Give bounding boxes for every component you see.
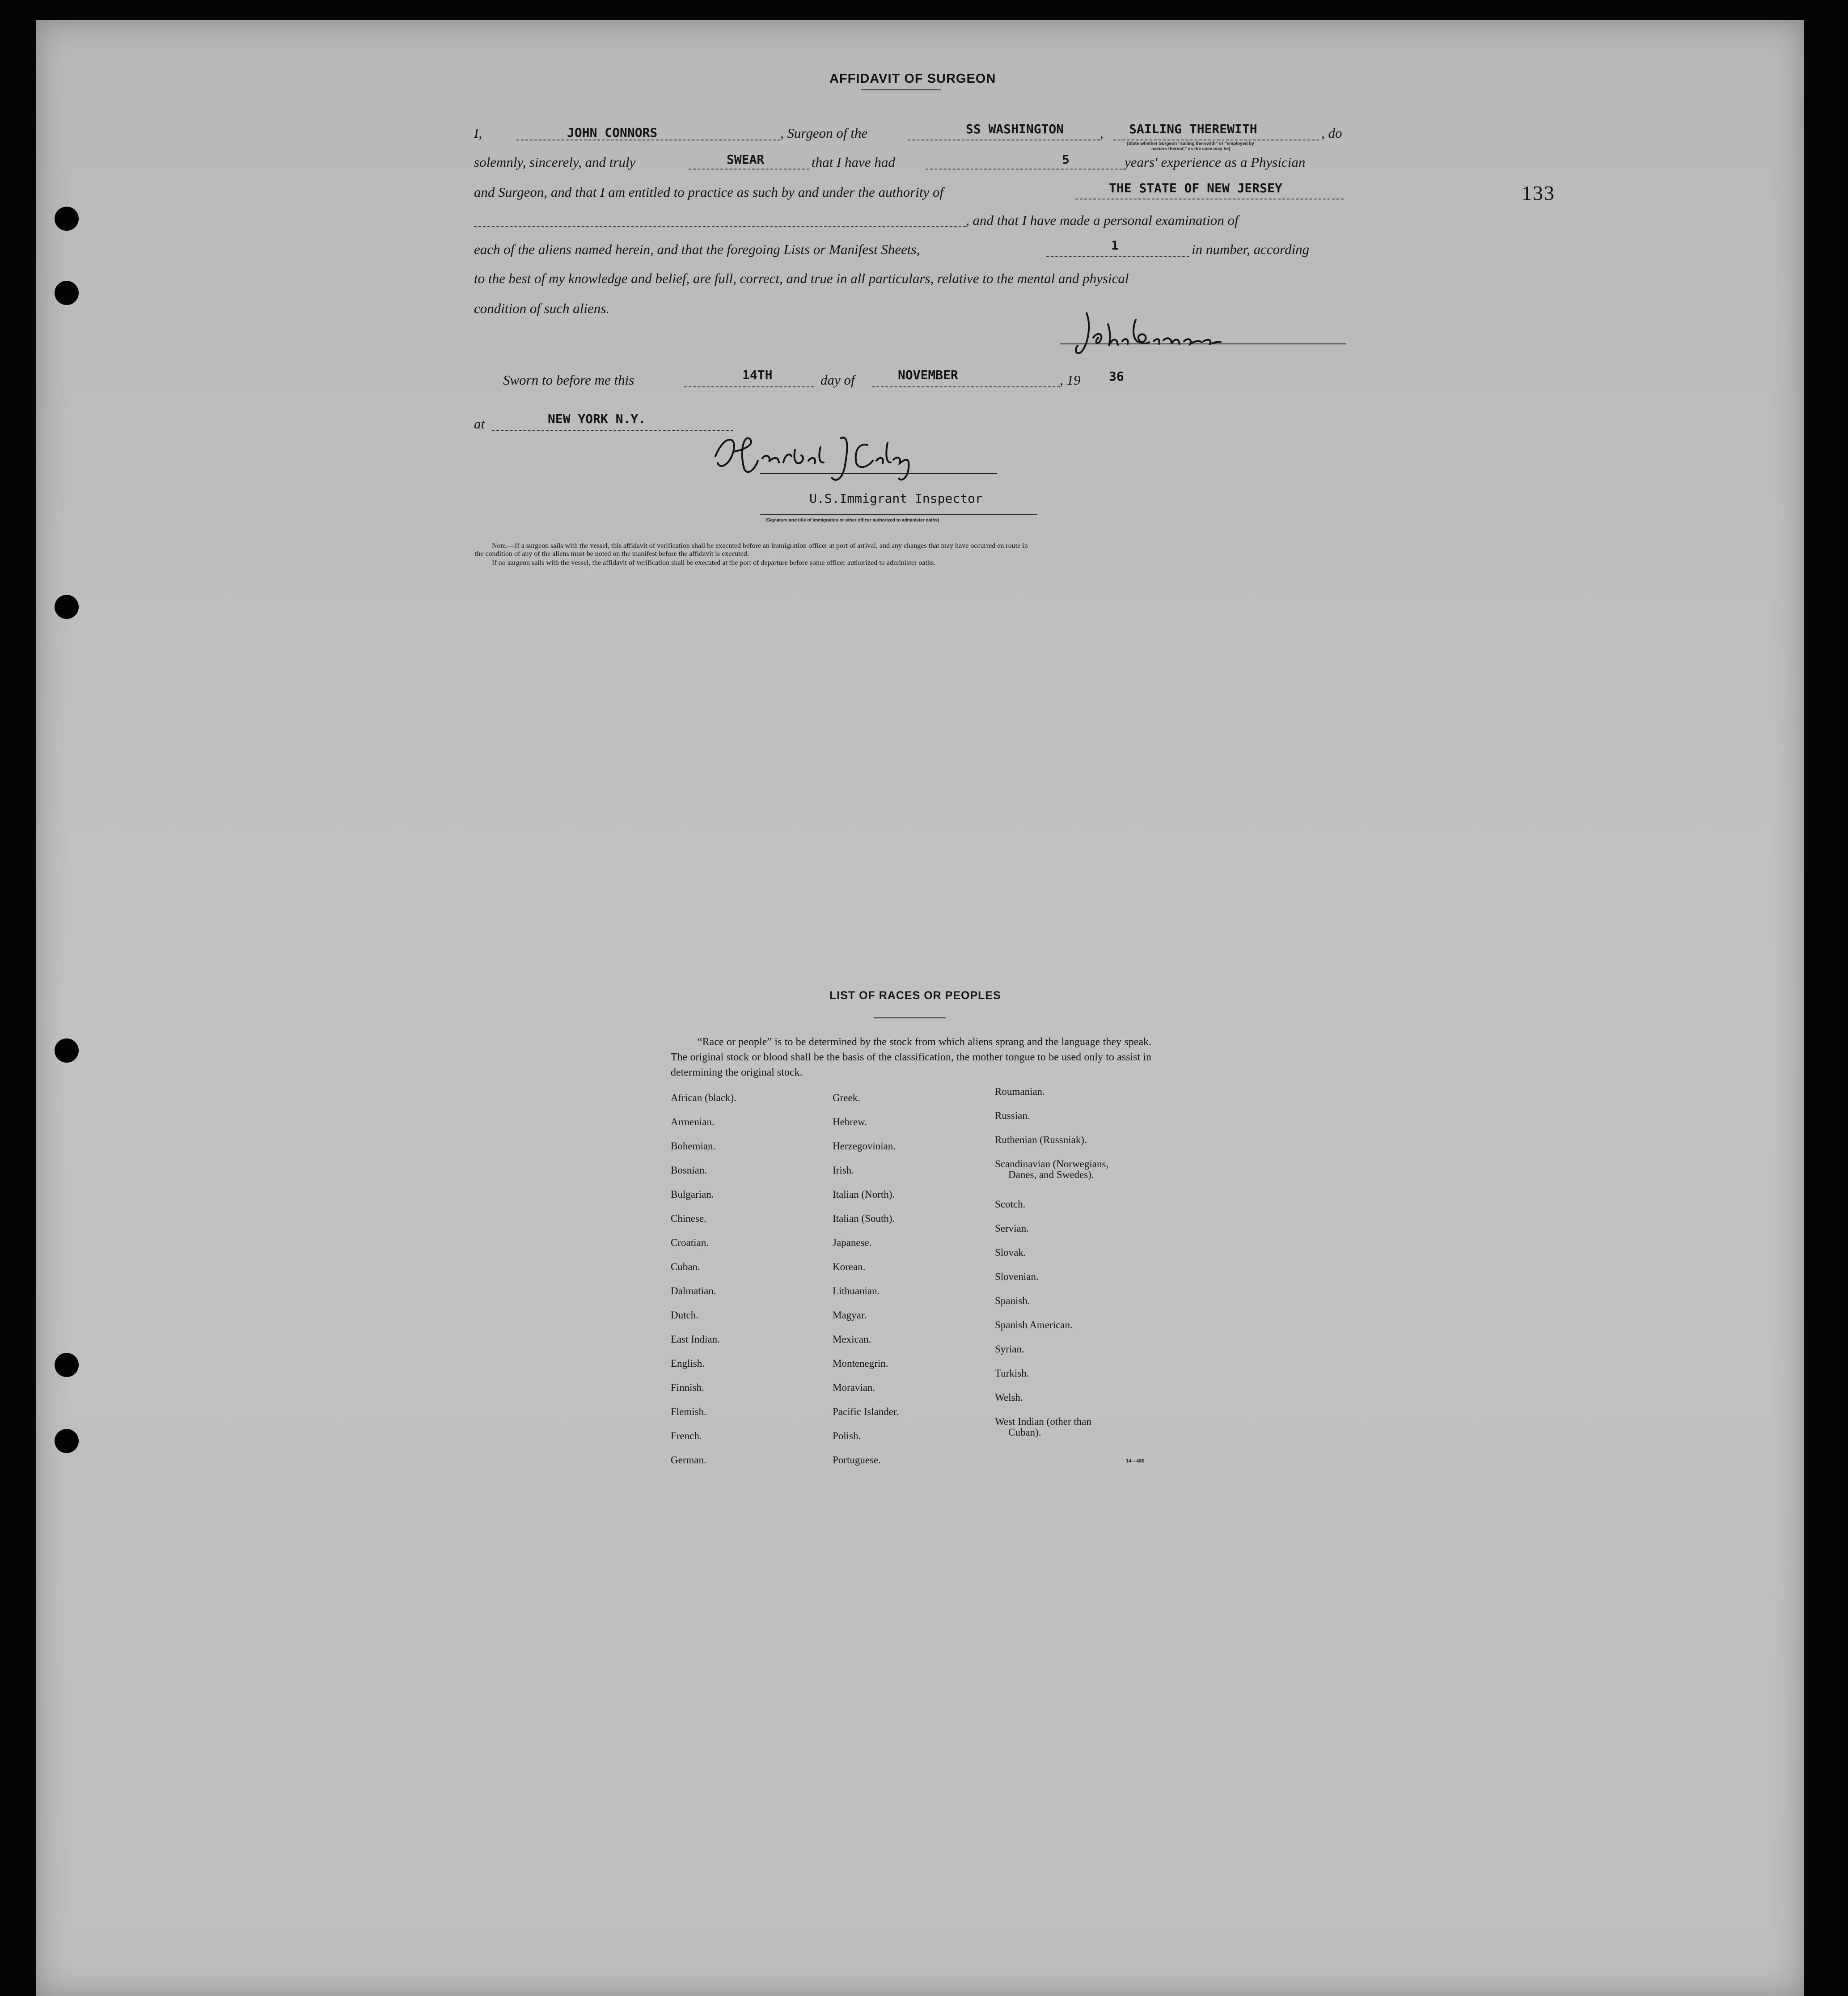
binder-hole bbox=[55, 1429, 79, 1453]
sworn-label: Sworn to before me this bbox=[503, 372, 634, 388]
binder-hole bbox=[55, 1038, 79, 1063]
sworn-day-line bbox=[684, 386, 814, 387]
race-item: Magyar. bbox=[833, 1309, 867, 1321]
race-item-west-indian-cont: Cuban). bbox=[1008, 1427, 1041, 1438]
authority-continuation-line bbox=[474, 226, 966, 227]
race-item: French. bbox=[671, 1430, 702, 1441]
race-item: German. bbox=[671, 1454, 706, 1466]
race-item: Russian. bbox=[995, 1110, 1030, 1121]
race-item: Bohemian. bbox=[671, 1140, 716, 1152]
race-item: Finnish. bbox=[671, 1382, 704, 1393]
affidavit-line-1-do: , do bbox=[1321, 125, 1342, 141]
races-column-2 bbox=[833, 1086, 899, 1472]
race-item: Ruthenian (Russniak). bbox=[995, 1134, 1087, 1145]
race-item: Syrian. bbox=[995, 1343, 1024, 1355]
race-item: Servian. bbox=[995, 1223, 1029, 1234]
sworn-century: , 19 bbox=[1060, 372, 1081, 388]
race-item: Korean. bbox=[833, 1261, 866, 1272]
binder-hole bbox=[55, 207, 79, 231]
races-intro: “Race or people” is to be determined by the stock from which aliens sprang and the language they speak. The original stock or blood shall be the basis of the classification, the mother tongue to be used only to assist in determining the original stock. bbox=[671, 1036, 1151, 1078]
licensing-authority: THE STATE OF NEW JERSEY bbox=[1109, 181, 1282, 195]
sworn-year: 36 bbox=[1109, 369, 1124, 384]
race-item: Dalmatian. bbox=[671, 1285, 716, 1297]
race-item: Roumanian. bbox=[995, 1086, 1045, 1097]
races-column-1 bbox=[671, 1086, 736, 1472]
sworn-month-line bbox=[872, 386, 1060, 387]
sailing-caption-2: owners thereof," as the case may be) bbox=[1151, 147, 1231, 152]
race-item: Slovenian. bbox=[995, 1271, 1039, 1282]
binder-hole bbox=[55, 1353, 79, 1377]
affidavit-note-3: If no surgeon sails with the vessel, the affidavit of verification shall be executed at the port of departure before some officer authorized to administer oaths. bbox=[492, 559, 936, 567]
race-item: Japanese. bbox=[833, 1237, 872, 1248]
race-item: Bulgarian. bbox=[671, 1189, 714, 1200]
race-item: East Indian. bbox=[671, 1334, 720, 1345]
races-title: LIST OF RACES OR PEOPLES bbox=[829, 989, 1001, 1002]
place-label: at bbox=[474, 416, 485, 432]
affidavit-line-6: to the best of my knowledge and belief, are full, correct, and true in all particulars, relative to the mental and physical bbox=[474, 271, 1129, 286]
inspector-signature-line bbox=[760, 473, 997, 474]
surgeon-signature-text bbox=[1069, 306, 1071, 307]
affidavit-line-2-b: that I have had bbox=[812, 154, 895, 170]
race-item-scandinavian: Scandinavian (Norwegians, bbox=[995, 1158, 1109, 1170]
race-item: Portuguese. bbox=[833, 1454, 881, 1466]
race-item: Chinese. bbox=[671, 1213, 706, 1224]
affidavit-line-1-comma: , bbox=[1100, 125, 1104, 141]
form-number: 14—480 bbox=[1126, 1458, 1145, 1464]
race-item: Mexican. bbox=[833, 1334, 871, 1345]
affidavit-line-3: and Surgeon, and that I am entitled to practice as such by and under the authority of bbox=[474, 184, 944, 200]
inspector-signature-scribble bbox=[706, 425, 957, 487]
affidavit-line-2-a: solemnly, sincerely, and truly bbox=[474, 154, 636, 170]
race-item: Spanish. bbox=[995, 1295, 1030, 1306]
years-line bbox=[926, 169, 1122, 170]
race-item: Lithuanian. bbox=[833, 1285, 880, 1297]
race-item: Herzegovinian. bbox=[833, 1140, 896, 1152]
affidavit-line-5-a: each of the aliens named herein, and that the foregoing Lists or Manifest Sheets, bbox=[474, 242, 920, 257]
race-item: Hebrew. bbox=[833, 1116, 867, 1127]
affidavit-line-2-c: years' experience as a Physician bbox=[1125, 154, 1306, 170]
affidavit-line-5-b: in number, according bbox=[1192, 242, 1310, 257]
binder-hole bbox=[55, 595, 79, 619]
race-item: Flemish. bbox=[671, 1406, 706, 1417]
place-line bbox=[492, 430, 733, 431]
inspector-title: U.S.Immigrant Inspector bbox=[809, 491, 983, 506]
race-item: Croatian. bbox=[671, 1237, 709, 1248]
affidavit-note-2: the condition of any of the aliens must be noted on the manifest before the affidavit is executed. bbox=[475, 550, 749, 558]
race-item: Montenegrin. bbox=[833, 1358, 888, 1369]
race-item: Italian (North). bbox=[833, 1189, 895, 1200]
title-underline bbox=[861, 89, 941, 90]
race-item: Welsh. bbox=[995, 1392, 1023, 1403]
vessel-name: SS WASHINGTON bbox=[966, 122, 1064, 136]
race-item: Scotch. bbox=[995, 1199, 1026, 1210]
affidavit-line-1-surgeon-of: , Surgeon of the bbox=[780, 125, 868, 141]
race-item: Dutch. bbox=[671, 1309, 698, 1321]
race-item-scandinavian-cont: Danes, and Swedes). bbox=[1008, 1169, 1094, 1180]
sworn-day: 14TH bbox=[742, 368, 773, 382]
race-item-west-indian: West Indian (other than bbox=[995, 1416, 1091, 1427]
surgeon-name: JOHN CONNORS bbox=[567, 125, 658, 140]
years-experience: 5 bbox=[1062, 152, 1070, 167]
sworn-month: NOVEMBER bbox=[898, 368, 958, 382]
affidavit-title: AFFIDAVIT OF SURGEON bbox=[829, 72, 996, 86]
surgeon-signature-scribble bbox=[1069, 306, 1225, 360]
page-number: 133 bbox=[1522, 182, 1555, 204]
race-item: Irish. bbox=[833, 1165, 854, 1176]
sworn-day-of: day of bbox=[820, 372, 855, 388]
surgeon-signature-line bbox=[1060, 343, 1346, 344]
race-item: Polish. bbox=[833, 1430, 861, 1441]
race-item: Spanish American. bbox=[995, 1319, 1073, 1331]
races-title-underline bbox=[874, 1017, 946, 1018]
officer-caption: (Signature and title of immigration or other officer authorized to administer oaths) bbox=[765, 518, 939, 523]
race-item: English. bbox=[671, 1358, 705, 1369]
affidavit-line-1-i: I, bbox=[474, 125, 482, 141]
race-item: Pacific Islander. bbox=[833, 1406, 899, 1417]
race-item: Moravian. bbox=[833, 1382, 875, 1393]
race-item: Cuban. bbox=[671, 1261, 700, 1272]
race-item: Slovak. bbox=[995, 1247, 1026, 1258]
sailing-status: SAILING THEREWITH bbox=[1129, 122, 1257, 136]
manifest-sheet-count: 1 bbox=[1111, 238, 1119, 253]
sheets-line bbox=[1046, 256, 1189, 257]
inspector-signature bbox=[706, 425, 957, 487]
race-item: African (black). bbox=[671, 1092, 736, 1103]
race-item: Turkish. bbox=[995, 1368, 1029, 1379]
affidavit-line-4: , and that I have made a personal examination of bbox=[966, 212, 1239, 228]
race-item: Greek. bbox=[833, 1092, 860, 1103]
sailing-caption-1: (State whether Surgeon "sailing therewith" or "employed by bbox=[1127, 141, 1254, 146]
oath-word: SWEAR bbox=[727, 152, 765, 167]
oath-line bbox=[689, 169, 809, 170]
sworn-place: NEW YORK N.Y. bbox=[548, 411, 646, 426]
race-item: Armenian. bbox=[671, 1116, 715, 1127]
race-item: Italian (South). bbox=[833, 1213, 895, 1224]
affidavit-note-1: Note.—If a surgeon sails with the vessel, this affidavit of verification shall be executed before an immigration officer at port of arrival, and any changes that may have occurred en route in bbox=[492, 542, 1028, 550]
officer-line bbox=[760, 514, 1037, 515]
scanned-page bbox=[36, 20, 1804, 1996]
surgeon-signature bbox=[1069, 306, 1225, 360]
race-item: Bosnian. bbox=[671, 1165, 707, 1176]
affidavit-line-7: condition of such aliens. bbox=[474, 301, 610, 316]
binder-hole bbox=[55, 281, 79, 305]
